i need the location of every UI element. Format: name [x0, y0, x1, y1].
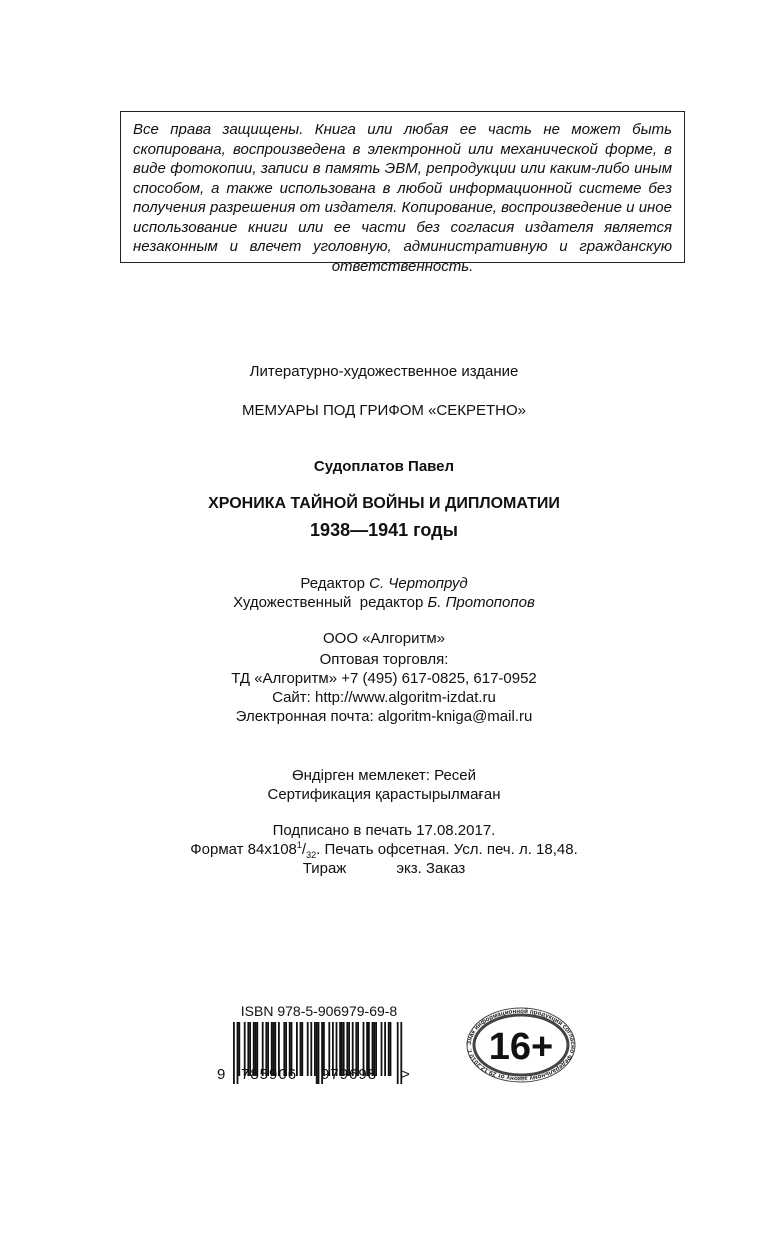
art-editor-name: Б. Протопопов	[427, 594, 535, 611]
book-years: 1938—1941 годы	[310, 520, 458, 540]
age-rating-value: 16+	[488, 1026, 554, 1068]
art-editor-line	[0, 593, 768, 612]
title-block	[0, 494, 768, 513]
barcode-bar	[314, 1022, 316, 1076]
format-sup: 1	[296, 840, 302, 850]
barcode-bar	[397, 1022, 399, 1084]
book-title: ХРОНИКА ТАЙНОЙ ВОЙНЫ И ДИПЛОМАТИИ	[208, 495, 560, 512]
wholesale-label: Оптовая торговля:	[319, 651, 449, 668]
editor-line	[0, 574, 768, 593]
format-prefix: Формат 84х108	[190, 841, 297, 858]
editor-label: Редактор	[300, 575, 365, 592]
copyright-notice-text: Все права защищены. Книга или любая ее часть не может быть скопирована, воспроизведена в электронной или механической форме, в виде фотокопии, записи в память ЭВМ, репродукции или каким-либо иным способом, а также использована в любой информационной системе без получения разрешения от издателя. Копирование, воспроизведение и иное использование книги или ее части без согласия издателя является незаконным и влечет уголовную, административную и гражданскую ответственность.	[133, 121, 672, 275]
certification-line: Сертификация қарастырылмаған	[267, 786, 501, 803]
print-info-block	[0, 821, 768, 878]
barcode-bar	[381, 1022, 383, 1076]
edition-type: Литературно-художественное издание	[249, 363, 519, 380]
barcode-bar	[388, 1022, 390, 1076]
isbn-number: ISBN 978-5-906979-69-8	[240, 1003, 398, 1019]
signed-line: Подписано в печать 17.08.2017.	[272, 822, 496, 839]
publisher-block	[0, 629, 768, 648]
barcode-bar	[301, 1022, 303, 1076]
barcode-first-digit: 9	[217, 1066, 227, 1083]
author-block	[0, 457, 768, 476]
country-line: Өндірген мемлекет: Ресей	[291, 767, 477, 784]
age-rating-seal	[465, 1005, 577, 1085]
barcode-bar	[310, 1022, 312, 1076]
edition-block	[0, 362, 768, 381]
publisher-name: ООО «Алгоритм»	[323, 630, 445, 647]
author-name: Судоплатов Павел	[313, 458, 455, 475]
contacts-block	[0, 650, 768, 726]
years-block	[0, 521, 768, 540]
barcode-group-1: 785906	[241, 1066, 298, 1083]
barcode-arrow: >	[401, 1066, 411, 1083]
origin-block	[0, 766, 768, 804]
barcode-bar	[233, 1022, 235, 1084]
series-block	[0, 401, 768, 420]
wholesale-phone: ТД «Алгоритм» +7 (495) 617-0825, 617-0952	[231, 670, 537, 687]
print-run-line: Тираж экз. Заказ	[302, 860, 466, 877]
format-sub: 32	[306, 850, 317, 860]
barcode-bar	[238, 1022, 240, 1076]
barcode-bar	[316, 1022, 318, 1084]
isbn-barcode	[217, 1003, 411, 1084]
site-line: Сайт: http://www.algoritm-izdat.ru	[272, 689, 496, 706]
editor-name: С. Чертопруд	[369, 575, 468, 592]
art-editor-label: Художественный редактор	[233, 594, 424, 611]
format-line: Формат $84х108^1/_{32}$. Печать офсетная. Усл. печ. л. 18,48.	[190, 840, 578, 860]
barcode-bar	[300, 1022, 302, 1076]
age-rating-badge	[465, 1005, 577, 1085]
barcode-bar	[390, 1022, 392, 1076]
copyright-notice-box	[120, 111, 685, 275]
barcode-bar	[237, 1022, 239, 1084]
barcode-bar	[318, 1022, 320, 1084]
email-line: Электронная почта: algoritm-kniga@mail.ru	[235, 708, 533, 725]
series-name: МЕМУАРЫ ПОД ГРИФОМ «СЕКРЕТНО»	[242, 402, 526, 419]
age-rating-ring-text: Знак информационной продукции согласно Федеральному закону от 29.12.2010 г.	[465, 1007, 577, 1083]
barcode-bar	[384, 1022, 386, 1076]
format-suffix: . Печать офсетная. Усл. печ. л. 18,48.	[316, 841, 578, 858]
barcode-bar	[307, 1022, 309, 1076]
editors-block	[0, 574, 768, 612]
barcode-group-2: 979698	[321, 1066, 378, 1083]
